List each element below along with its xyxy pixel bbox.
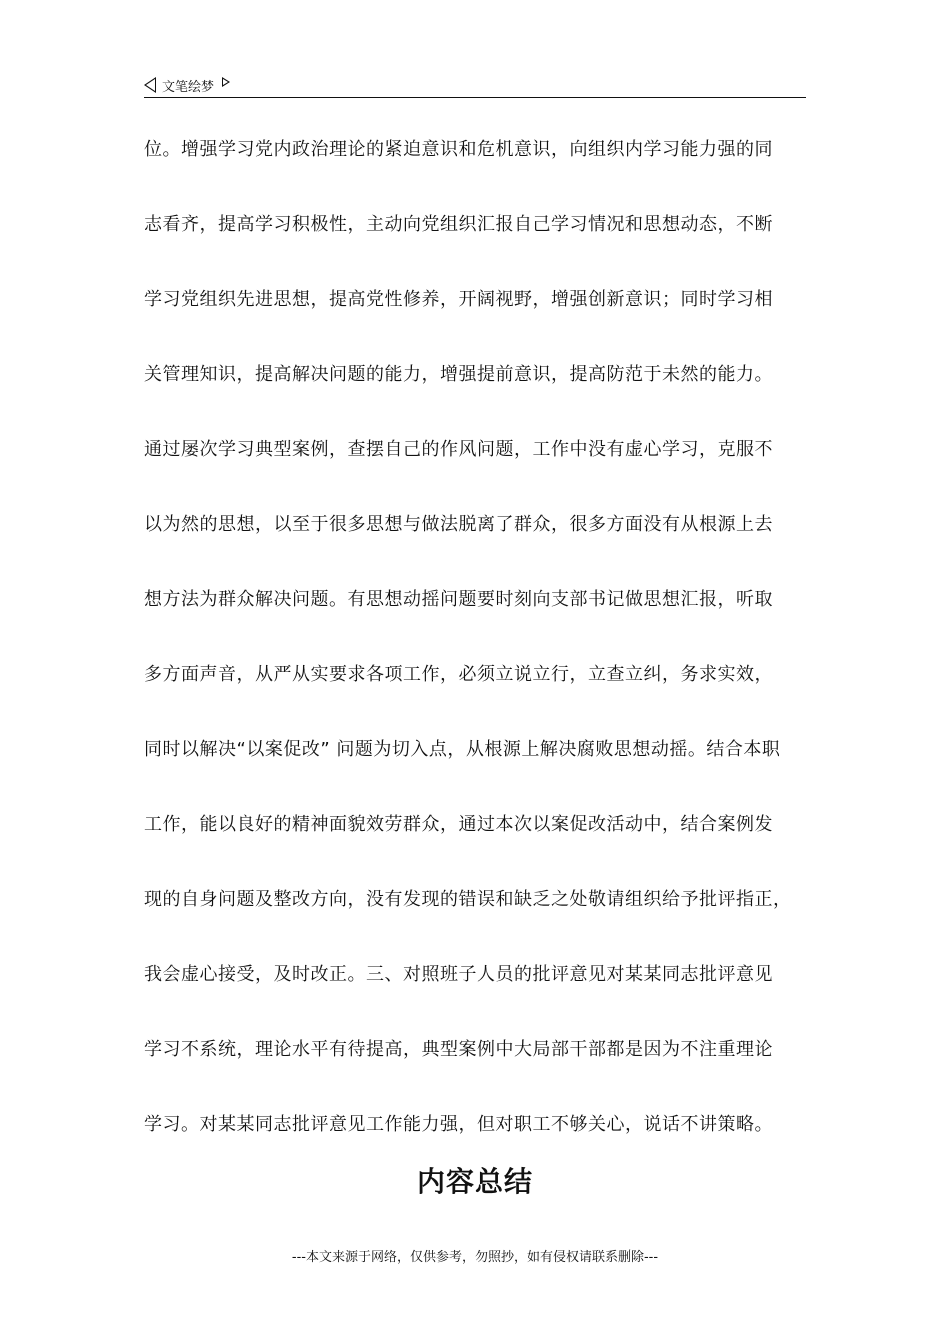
text-line: 现的自身问题及整改方向，没有发现的错误和缺乏之处敬请组织给予批评指正，: [144, 889, 792, 910]
text-line: 同时以解决“以案促改” 问题为切入点，从根源上解决腐败思想动摇。结合本职: [144, 739, 781, 760]
footer-disclaimer: ---本文来源于网络，仅供参考，勿照抄，如有侵权请联系删除---: [291, 1250, 659, 1265]
text-line: 志看齐，提高学习积极性，主动向党组织汇报自己学习情况和思想动态，不断: [144, 214, 773, 235]
triangle-left-icon: [144, 77, 156, 93]
text-line: 工作，能以良好的精神面貌效劳群众，通过本次以案促改活动中，结合案例发: [144, 814, 773, 835]
summary-heading: 内容总结: [416, 1165, 533, 1198]
triangle-right-icon: [222, 77, 230, 87]
text-line: 学习党组织先进思想，提高党性修养，开阔视野，增强创新意识；同时学习相: [144, 289, 773, 310]
header-divider: [144, 97, 806, 98]
text-line: 多方面声音，从严从实要求各项工作，必须立说立行，立查立纠，务求实效，: [144, 664, 773, 685]
page-header: [144, 74, 806, 96]
body-paragraph: [144, 130, 816, 1180]
header-title: 文笔绘梦: [162, 79, 215, 95]
text-line: 通过屡次学习典型案例，查摆自己的作风问题，工作中没有虚心学习，克服不: [144, 439, 773, 460]
text-line: 想方法为群众解决问题。有思想动摇问题要时刻向支部书记做思想汇报，听取: [144, 589, 773, 610]
text-line: 以为然的思想，以至于很多思想与做法脱离了群众，很多方面没有从根源上去: [144, 514, 773, 535]
text-line: 学习不系统，理论水平有待提高，典型案例中大局部干部都是因为不注重理论: [144, 1039, 773, 1060]
text-line: 学习。对某某同志批评意见工作能力强，但对职工不够关心，说话不讲策略。: [144, 1114, 773, 1135]
text-line: 关管理知识，提高解决问题的能力，增强提前意识，提高防范于未然的能力。: [144, 364, 773, 385]
text-line: 我会虚心接受，及时改正。三、对照班子人员的批评意见对某某同志批评意见: [144, 964, 773, 985]
text-line: 位。增强学习党内政治理论的紧迫意识和危机意识，向组织内学习能力强的同: [144, 139, 773, 160]
